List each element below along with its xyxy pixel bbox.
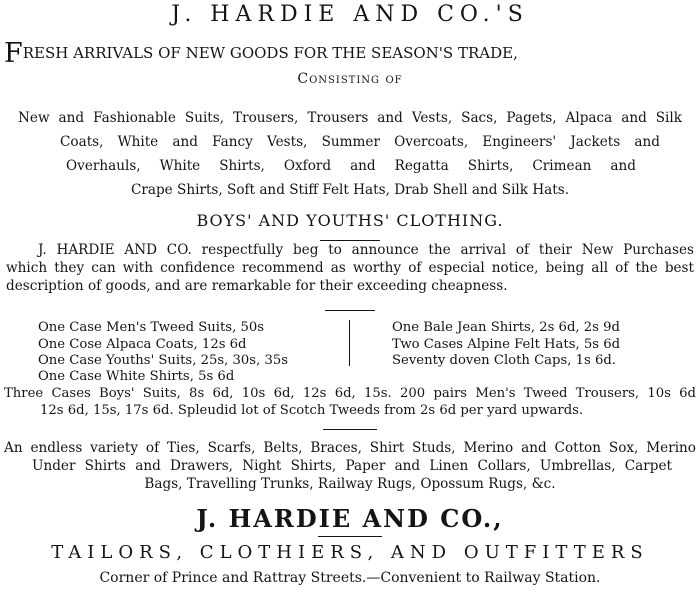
advert-subtitle — [4, 40, 518, 67]
goods-line: Overhauls, White Shirts, Oxford and Regatta Shirts, Crimean and — [66, 158, 636, 174]
variety-line: Under Shirts and Drawers, Night Shirts, Paper and Linen Collars, Umbrellas, Carpet — [32, 458, 672, 474]
left-item: One Case Men's Tweed Suits, 50s — [38, 320, 265, 335]
divider-rule — [325, 310, 375, 311]
goods-line: Coats, White and Fancy Vests, Summer Overcoats, Engineers' Jackets and — [60, 134, 660, 150]
firm-name: J. HARDIE AND CO., — [196, 504, 504, 533]
goods-line: Crape Shirts, Soft and Stiff Felt Hats, Drab Shell and Silk Hats. — [130, 182, 570, 198]
variety-line: Bags, Travelling Trunks, Railway Rugs, Opossum Rugs, &c. — [144, 476, 556, 492]
right-item: Seventy doven Cloth Caps, 1s 6d. — [392, 353, 617, 368]
divider-rule — [320, 240, 380, 241]
variety-line: An endless variety of Ties, Scarfs, Belts, Braces, Shirt Studs, Merino and Cotton Sox, Merino — [4, 440, 696, 456]
extra-items-line: 12s 6d, 15s, 17s 6d. Spleudid lot of Scotch Tweeds from 2s 6d per yard upwards. — [40, 403, 584, 418]
announcement-line: J. HARDIE AND CO. respectfully beg to announce the arrival of their New Purchases — [38, 242, 694, 258]
subtitle-drop-cap: F — [4, 38, 23, 69]
consisting-of: Consisting of — [297, 71, 403, 87]
boys-clothing-heading: BOYS' AND YOUTHS' CLOTHING. — [196, 211, 504, 230]
extra-items-line: Three Cases Boys' Suits, 8s 6d, 10s 6d, 12s 6d, 15s. 200 pairs Men's Tweed Trousers, 10s 6d — [4, 386, 696, 401]
left-item: One Case White Shirts, 5s 6d — [38, 369, 235, 384]
trades-line: TAILORS, CLOTHIERS, AND OUTFITTERS — [51, 542, 649, 563]
goods-line: New and Fashionable Suits, Trousers, Trousers and Vests, Sacs, Pagets, Alpaca and Silk — [18, 110, 682, 126]
divider-rule — [323, 429, 377, 430]
divider-rule — [318, 536, 382, 537]
announcement-line: which they can with confidence recommend as worthy of especial notice, being all of the best — [6, 260, 694, 276]
left-item: One Case Youths' Suits, 25s, 30s, 35s — [38, 353, 288, 368]
announcement-line: description of goods, and are remarkable for their exceeding cheapness. — [6, 278, 508, 294]
advert-title: J. HARDIE AND CO.'S — [171, 2, 529, 27]
right-item: Two Cases Alpine Felt Hats, 5s 6d — [392, 337, 621, 352]
address-line: Corner of Prince and Rattray Streets.—Convenient to Railway Station. — [99, 570, 601, 586]
left-item: One Cose Alpaca Coats, 12s 6d — [38, 337, 247, 352]
subtitle-text: RESH ARRIVALS OF NEW GOODS FOR THE SEASON'S TRADE, — [22, 44, 518, 62]
column-divider — [349, 320, 350, 366]
right-item: One Bale Jean Shirts, 2s 6d, 2s 9d — [392, 320, 620, 335]
